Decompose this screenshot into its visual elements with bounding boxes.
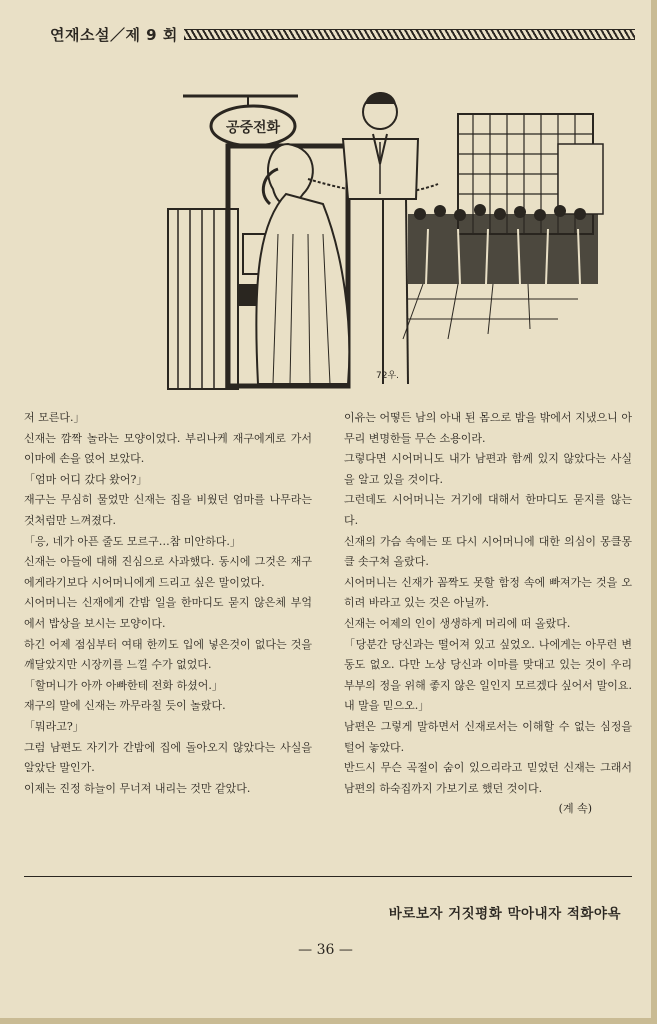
paragraph: 저 모른다.」 <box>24 411 85 424</box>
paragraph: 재구의 말에 신재는 까무라칠 듯이 놀랐다. <box>24 699 226 713</box>
paragraph: 그럼 남편도 자기가 간밤에 집에 돌아오지 않았다는 사실을 알았단 말인가. <box>24 740 312 775</box>
right-column <box>344 408 632 870</box>
paragraph: 「엄마 어디 갔다 왔어?」 <box>24 472 148 486</box>
paragraph: 반드시 무슨 곡절이 숨이 있으리라고 믿었던 신재는 그래서 남편의 하숙집까지 가보기로 했던 것이다. <box>344 761 632 795</box>
paragraph: 시어머니는 신재가 꼼짝도 못할 함정 속에 빠져가는 것을 오히려 바라고 있는 것은 아닐까. <box>344 575 632 610</box>
paragraph: 신재는 아들에 대해 진심으로 사과했다. 동시에 그것은 재구에게라기보다 시어머니에게 드리고 싶은 말이었다. <box>24 555 312 589</box>
continued-mark: (계 속) <box>558 802 592 816</box>
paragraph: 이유는 어떻든 남의 아내 된 몸으로 밤을 밖에서 지냈으니 아무리 변명한들 무슨 소용이라. <box>344 411 632 445</box>
paragraph: 「응, 네가 아픈 줄도 모르구…참 미안하다.」 <box>24 534 241 548</box>
paragraph: 그런데도 시어머니는 거기에 대해서 한마디도 묻지를 않는다. <box>344 493 632 527</box>
paragraph: 재구는 무심히 물었만 신재는 집을 비웠던 엄마를 나무라는 것처럼만 느껴졌다. <box>24 493 312 527</box>
paragraph: 그렇다면 시어머니도 내가 남편과 함께 있지 않았다는 사실을 알고 있을 것이다. <box>344 452 632 486</box>
paragraph: 시어머니는 신재에게 간밤 일을 한마디도 묻지 않은체 부엌에서 밥상을 보시는 모양이다. <box>24 596 312 630</box>
paragraph: 신재는 깜짝 놀라는 모양이었다. 부리나케 재구에게로 가서 이마에 손을 얹어 보았다. <box>24 431 312 466</box>
paragraph: 하긴 어제 점심부터 여태 한끼도 입에 넣은것이 없다는 것을 깨달았지만 시장끼를 느낄 수가 없었다. <box>24 637 312 672</box>
paragraph: 「뭐라고?」 <box>24 719 84 733</box>
paragraph: 남편은 그렇게 말하면서 신재로서는 이해할 수 없는 심정을 털어 놓았다. <box>344 719 632 754</box>
page-number: — 36 — <box>298 942 353 958</box>
illustrator-signature: 72우. <box>376 371 400 381</box>
page-header <box>50 22 635 46</box>
paragraph: 신재는 어제의 인이 생생하게 머리에 떠 올랐다. <box>344 616 571 630</box>
slogan: 바로보자 거짓평화 막아내자 적화야욕 <box>388 906 621 922</box>
paragraph: 이제는 진정 하늘이 무너져 내리는 것만 같았다. <box>24 781 251 795</box>
footer-rule <box>24 876 632 877</box>
story-illustration <box>158 84 616 394</box>
paragraph: 「할머니가 아까 아빠한테 전화 하셨어.」 <box>24 678 223 692</box>
booth-sign-text: 공중전화 <box>225 120 281 136</box>
series-title: 연재소설／제 9 회 <box>50 25 178 44</box>
header-hatched-rule <box>184 29 635 40</box>
left-column <box>24 408 312 870</box>
story-text-columns <box>24 408 632 870</box>
paragraph: 신재의 가슴 속에는 또 다시 시어머니에 대한 의심이 몽클몽클 솟구쳐 올랐다. <box>344 534 632 569</box>
paragraph: 「당분간 당신과는 떨어져 있고 싶었오. 나에게는 아무런 변동도 없오. 다만 노상 당신과 이마를 맞대고 있는 것이 우리 부부의 정을 위해 좋지 않은 일인지 모르겠다 싶어서 말이요. 내 말을 믿으오.」 <box>344 637 632 713</box>
